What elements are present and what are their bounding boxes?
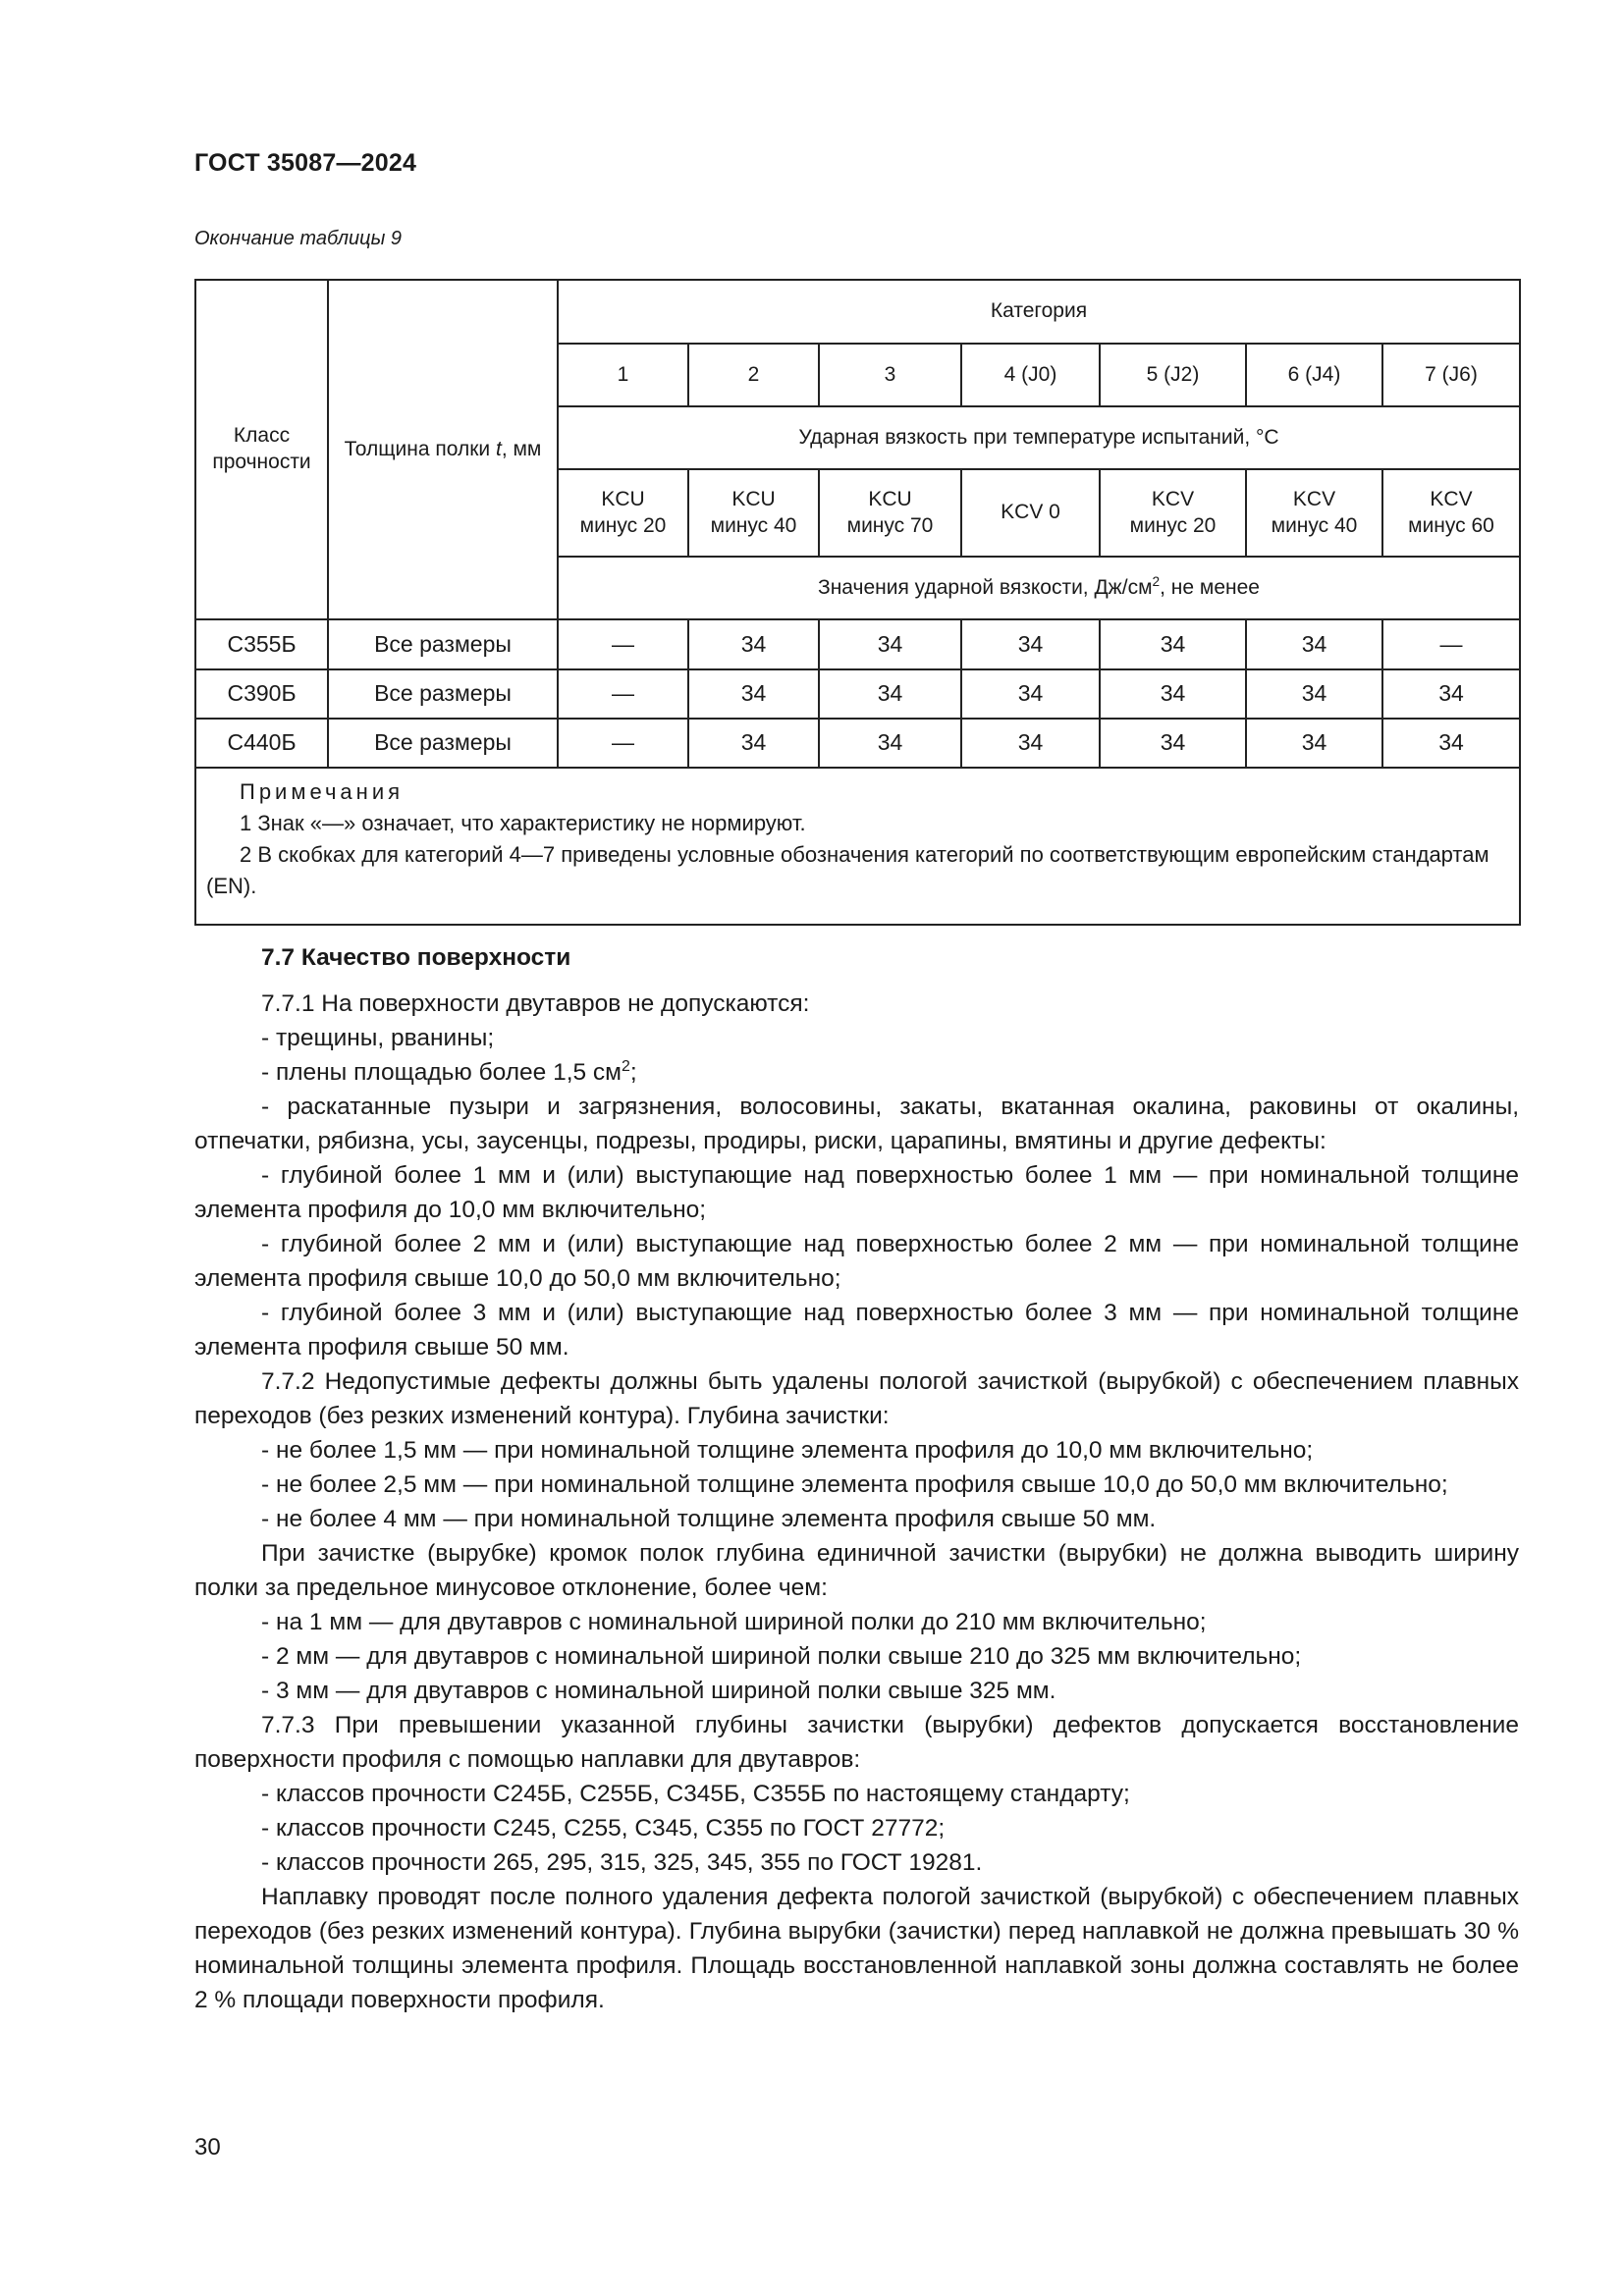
table-caption: Окончание таблицы 9 [194, 228, 403, 249]
thickness-label-pre: Толщина полки [344, 437, 496, 460]
category-cell: 5 (J2) [1100, 344, 1246, 406]
value-cell: 34 [1246, 719, 1382, 768]
thickness-cell: Все размеры [328, 619, 558, 669]
test-type: KCV 0 [1001, 501, 1060, 524]
value-cell: — [558, 719, 688, 768]
test-type-cell [1100, 469, 1246, 557]
list-item: - глубиной более 1 мм и (или) выступающие над поверхностью более 1 мм — при номинальной толщине элемента профиля до 10,0 мм включительно; [194, 1162, 1519, 1223]
table-row [195, 619, 1520, 669]
paragraph: При зачистке (вырубке) кромок полок глубина единичной зачистки (вырубки) не должна выводить ширину полки за предельное минусовое отклонение, более чем: [194, 1540, 1519, 1601]
values-label-sup: 2 [1152, 573, 1161, 589]
table-row [195, 669, 1520, 719]
value-cell: 34 [819, 619, 961, 669]
value-cell: 34 [819, 719, 961, 768]
test-type: KCV [1292, 487, 1336, 510]
value-cell: 34 [688, 719, 819, 768]
list-item-text: - плены площадью более 1,5 см [261, 1059, 623, 1086]
header-flange-thickness [328, 280, 558, 619]
value-cell: 34 [961, 619, 1100, 669]
header-impact-temperature: Ударная вязкость при температуре испытаний, °С [558, 406, 1520, 469]
value-cell: 34 [961, 719, 1100, 768]
value-cell: 34 [1382, 669, 1520, 719]
list-item: - не более 1,5 мм — при номинальной толщине элемента профиля до 10,0 мм включительно; [261, 1437, 1314, 1464]
grade-cell: С440Б [195, 719, 328, 768]
note-item: 2 В скобках для категорий 4—7 приведены условные обозначения категорий по соответствующим европейским стандартам (EN). [206, 841, 1489, 898]
value-cell: 34 [961, 669, 1100, 719]
category-cell: 1 [558, 344, 688, 406]
value-cell: — [558, 669, 688, 719]
table-row [195, 719, 1520, 768]
value-cell: — [558, 619, 688, 669]
list-item [194, 1055, 1519, 1090]
list-item-text: ; [629, 1059, 637, 1086]
section-body [194, 940, 1519, 2017]
value-cell: — [1382, 619, 1520, 669]
test-type-cell [961, 469, 1100, 557]
note-item: 1 Знак «—» означает, что характеристику не нормируют. [240, 810, 806, 835]
test-type: KCV [1430, 487, 1473, 510]
test-type-cell [688, 469, 819, 557]
list-item: - трещины, рванины; [261, 1025, 495, 1051]
category-cell: 7 (J6) [1382, 344, 1520, 406]
value-cell: 34 [688, 619, 819, 669]
test-type-cell [1246, 469, 1382, 557]
value-cell: 34 [1100, 719, 1246, 768]
thickness-cell: Все размеры [328, 669, 558, 719]
category-cell: 4 (J0) [961, 344, 1100, 406]
header-strength-class: Класс прочности [195, 280, 328, 619]
list-item: - 3 мм — для двутавров с номинальной шириной полки свыше 325 мм. [261, 1678, 1056, 1704]
category-cell: 2 [688, 344, 819, 406]
value-cell: 34 [819, 669, 961, 719]
list-item: - глубиной более 3 мм и (или) выступающие над поверхностью более 3 мм — при номинальной толщине элемента профиля свыше 50 мм. [194, 1300, 1519, 1361]
value-cell: 34 [1246, 669, 1382, 719]
paragraph: 7.7.2 Недопустимые дефекты должны быть удалены пологой зачисткой (вырубкой) с обеспечением плавных переходов (без резких изменений контура). Глубина зачистки: [194, 1368, 1519, 1429]
test-type-cell [819, 469, 961, 557]
test-type: KCU [868, 487, 912, 510]
test-type-cell [1382, 469, 1520, 557]
header-values-unit [558, 557, 1520, 619]
table-notes [195, 768, 1520, 925]
value-cell: 34 [688, 669, 819, 719]
document-header: ГОСТ 35087—2024 [194, 149, 417, 177]
notes-title: Примечания [240, 779, 405, 804]
list-item: - классов прочности С245Б, С255Б, С345Б, С355Б по настоящему стандарту; [261, 1781, 1130, 1807]
test-temperature: минус 20 [579, 513, 667, 537]
impact-toughness-table [194, 279, 1521, 926]
paragraph: 7.7.1 На поверхности двутавров не допускаются: [261, 990, 810, 1017]
test-temperature: минус 60 [1408, 513, 1494, 537]
test-temperature: минус 40 [710, 513, 797, 537]
list-item: - раскатанные пузыри и загрязнения, волосовины, закаты, вкатанная окалина, раковины от окалины, отпечатки, рябизна, усы, заусенцы, подрезы, продиры, риски, царапины, вмятины и другие дефекты: [194, 1094, 1519, 1154]
test-type: KCV [1151, 487, 1195, 510]
list-item: - классов прочности С245, С255, С345, С355 по ГОСТ 27772; [261, 1815, 946, 1842]
section-title: 7.7 Качество поверхности [261, 944, 571, 971]
header-category: Категория [558, 280, 1520, 344]
thickness-variable: t [495, 437, 502, 460]
list-item: - на 1 мм — для двутавров с номинальной шириной полки до 210 мм включительно; [261, 1609, 1207, 1635]
thickness-label-post: , мм [501, 437, 542, 460]
list-item: - 2 мм — для двутавров с номинальной шириной полки свыше 210 до 325 мм включительно; [261, 1643, 1302, 1670]
test-temperature: минус 70 [846, 513, 934, 537]
grade-cell: С355Б [195, 619, 328, 669]
list-item: - не более 4 мм — при номинальной толщине элемента профиля свыше 50 мм. [261, 1506, 1157, 1532]
category-cell: 3 [819, 344, 961, 406]
values-label-post: , не менее [1160, 575, 1260, 599]
thickness-cell: Все размеры [328, 719, 558, 768]
value-cell: 34 [1382, 719, 1520, 768]
value-cell: 34 [1246, 619, 1382, 669]
value-cell: 34 [1100, 619, 1246, 669]
value-cell: 34 [1100, 669, 1246, 719]
category-cell: 6 (J4) [1246, 344, 1382, 406]
page-number: 30 [194, 2134, 221, 2161]
test-type-cell [558, 469, 688, 557]
superscript: 2 [622, 1057, 630, 1075]
test-temperature: минус 40 [1271, 513, 1358, 537]
paragraph: 7.7.3 При превышении указанной глубины зачистки (вырубки) дефектов допускается восстановление поверхности профиля с помощью наплавки для двутавров: [194, 1712, 1519, 1773]
test-type: KCU [731, 487, 776, 510]
list-item: - глубиной более 2 мм и (или) выступающие над поверхностью более 2 мм — при номинальной толщине элемента профиля свыше 10,0 до 50,0 мм включительно; [194, 1231, 1519, 1292]
values-label-pre: Значения ударной вязкости, Дж/см [818, 575, 1153, 599]
test-temperature: минус 20 [1129, 513, 1217, 537]
list-item: - классов прочности 265, 295, 315, 325, 345, 355 по ГОСТ 19281. [261, 1849, 983, 1876]
grade-cell: С390Б [195, 669, 328, 719]
paragraph: Наплавку проводят после полного удаления дефекта пологой зачисткой (вырубкой) с обеспечением плавных переходов (без резких изменений контура). Глубина вырубки (зачистки) перед наплавкой не должна превышать 30 % номинальной толщины элемента профиля. Площадь восстановленной наплавкой зоны должна составлять не более 2 % площади поверхности профиля. [194, 1884, 1519, 2013]
list-item: - не более 2,5 мм — при номинальной толщине элемента профиля свыше 10,0 до 50,0 мм включительно; [261, 1471, 1448, 1498]
test-type: KCU [601, 487, 645, 510]
